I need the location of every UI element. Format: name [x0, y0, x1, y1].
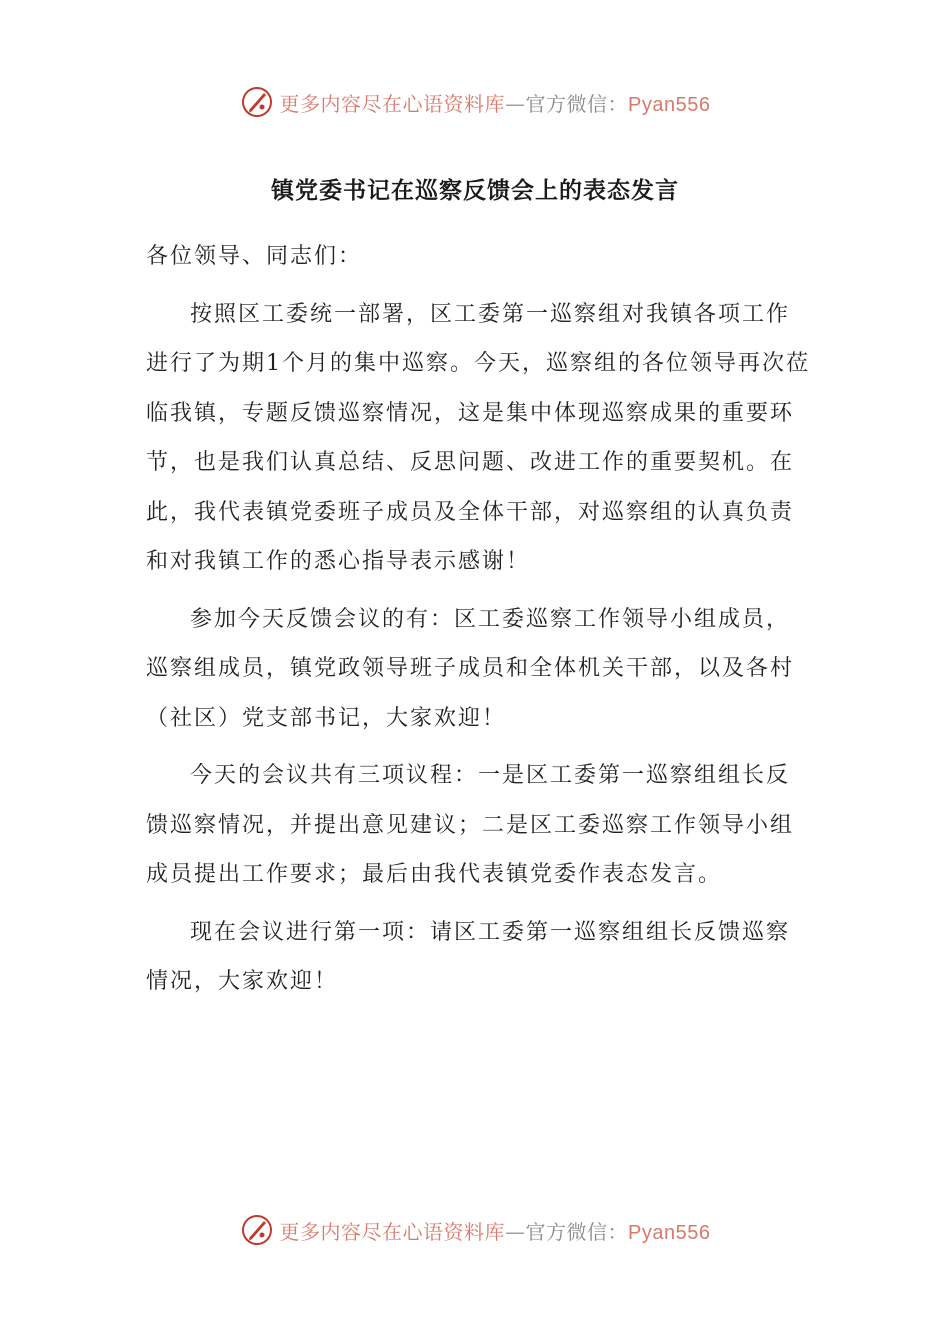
header-watermark-text: [280, 88, 711, 117]
watermark-dash: —: [505, 91, 526, 116]
paragraph: 按照区工委统一部署，区工委第一巡察组对我镇各项工作进行了为期1个月的集中巡察。今天，巡察组的各位领导再次莅临我镇，专题反馈巡察情况，这是集中体现巡察成果的重要环节，也是我们认真总结、反思问题、改进工作的重要契机。在此，我代表镇党委班子成员及全体干部，对巡察组的认真负责和对我镇工作的悉心指导表示感谢！: [146, 301, 810, 574]
watermark-brand: 更多内容尽在心语资料库: [279, 91, 506, 116]
greeting: 各位领导、同志们：: [146, 244, 363, 269]
watermark-account: Pyan556: [628, 93, 711, 116]
paragraph: 今天的会议共有三项议程：一是区工委第一巡察组组长反馈巡察情况，并提出意见建议；二是区工委巡察工作领导小组成员提出工作要求；最后由我代表镇党委作表态发言。: [146, 763, 795, 887]
header-watermark-banner: [0, 82, 950, 122]
footer-watermark-text: [280, 1216, 711, 1245]
paragraph: 参加今天反馈会议的有：区工委巡察工作领导小组成员，巡察组成员，镇党政领导班子成员和全体机关干部，以及各村（社区）党支部书记，大家欢迎！: [146, 606, 795, 731]
watermark-label: 官方微信：: [525, 1219, 629, 1244]
watermark-label: 官方微信：: [525, 91, 629, 116]
document-title: 镇党委书记在巡察反馈会上的表态发言: [271, 178, 679, 204]
document-body: [146, 232, 810, 1015]
quill-pen-logo-icon: [240, 1213, 274, 1247]
watermark-account: Pyan556: [628, 1221, 711, 1244]
footer-watermark-banner: [0, 1210, 950, 1250]
paragraph: 现在会议进行第一项：请区工委第一巡察组组长反馈巡察情况，大家欢迎！: [146, 919, 791, 994]
watermark-brand: 更多内容尽在心语资料库: [279, 1219, 506, 1244]
watermark-dash: —: [505, 1219, 526, 1244]
quill-pen-logo-icon: [240, 85, 274, 119]
